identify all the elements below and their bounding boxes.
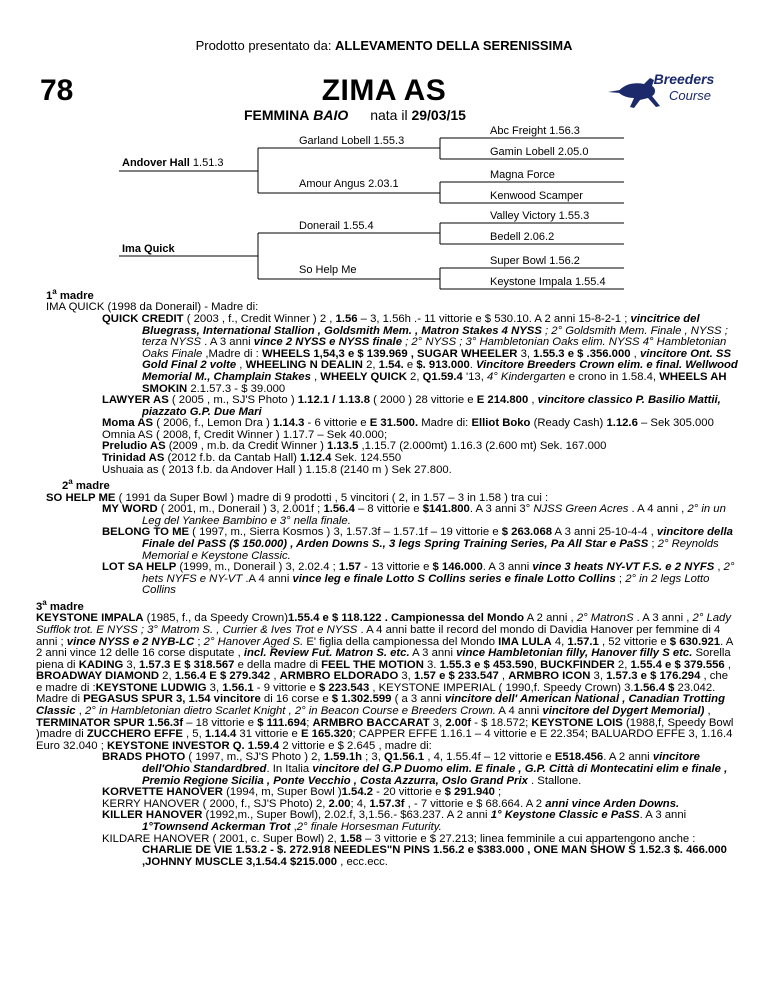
offspring-ushuaia-as: Ushuaia as ( 2013 f.b. da Andover Hall ) 1.15.8 (2140 m ) Sek 27.800. [102, 463, 452, 476]
sex-birth-line: FEMMINA BAIO nata il 29/03/15 [244, 107, 466, 123]
svg-text:Course: Course [669, 88, 711, 103]
pedigree-ss: Garland Lobell 1.55.3 [299, 135, 405, 147]
pedigree-dsd: Bedell 2.06.2 [490, 231, 555, 243]
offspring-moma-as: Moma AS ( 2006, f., Lemon Dra ) 1.14.3 - 6 vittorie e E 31.500. Madre di: Elliot Boko (Ready Cash) 1.12.6 – Sek 305.000 [102, 417, 714, 430]
offspring-trinidad-as: Trinidad AS (2012 f.b. da Cantab Hall) 1.12.4 Sek. 124.550 [102, 452, 402, 465]
horse-name: ZIMA AS [321, 74, 447, 107]
offspring-killer-hanover: KILLER HANOVER (1992,m., Super Bowl), 2.02.f, 3,1.56.- $63.237. A 2 anni 1° Keystone Classic e PaSS. A 3 anni 1°Townsend Ackerman Trot ,2° finale Horsesman Futurity. [102, 809, 687, 834]
offspring-kildare-hanover: KILDARE HANOVER ( 2001, c. Super Bowl) 2, 1.58 – 3 vittorie e $ 27.213; linea femminile a cui appartengono anche : CHARLIE DE VIE 1.53.2 - $. 272.918 NEEDLES"N PINS 1.56.2 e $383.000 , ONE MAN SHOW S 1.52.3 $. 466.000 ,JOHNNY MUSCLE 3,1.54.4 $215.000 , ecc.ecc. [102, 832, 727, 868]
pedigree-dd: So Help Me [299, 264, 357, 276]
dam1-intro: IMA QUICK (1998 da Donerail) - Madre di: [46, 301, 259, 314]
section-heading-1: 1$^a$ madre [46, 287, 94, 302]
pedigree-sds: Magna Force [490, 169, 555, 181]
lot-number: 78 [40, 74, 74, 107]
catalog-text [36, 286, 742, 868]
offspring-lot-sa-help: LOT SA HELP (1999, m., Donerail ) 3, 2.02.4 ; 1.57 - 13 vittorie e $ 146.000. A 3 anni vince 3 heats NY-VT F.S. e 2 NYFS , 2° hets NYFS e NY-VT .A 4 anni vince leg e finale Lotto S Collins series e finale Lotto Collins ; 2° in 2 legs Lotto Collins [102, 561, 735, 597]
offspring-my-word: MY WORD ( 2001, m., Donerail ) 3, 2.001f ; 1.56.4 – 8 vittorie e $141.800. A 3 anni 3° NJSS Green Acres . A 4 anni , 2° in un Leg del Yankee Bambino e 3° nella finale. [102, 503, 726, 527]
presenter-name: ALLEVAMENTO DELLA SERENISSIMA [335, 38, 573, 53]
section-heading-2: 2$^a$ madre [62, 477, 110, 493]
pedigree-ssd: Gamin Lobell 2.05.0 [490, 146, 589, 158]
offspring-kerry-hanover: KERRY HANOVER ( 2000, f., SJ'S Photo) 2, 2.00; 4, 1.57.3f , - 7 vittorie e $ 68.664. A 2 anni vince Arden Downs. [102, 797, 680, 810]
dam2-intro: SO HELP ME ( 1991 da Super Bowl ) madre di 9 prodotti , 5 vincitori ( 2, in 1.57 – 3 in 1.58 ) tra cui : [46, 491, 549, 504]
section-heading-3: 3$^a$ madre [36, 597, 84, 613]
pedigree-dss: Valley Victory 1.55.3 [490, 210, 590, 222]
offspring-preludio-as: Preludio AS (2009 , m.b. da Credit Winner ) 1.13.5 ,1.15.7 (2.000mt) 1.16.3 (2.600 mt) Sek. 167.000 [102, 440, 607, 453]
dam3-paragraph: KEYSTONE IMPALA (1985, f., da Speedy Crown)1.55.4 e $ 118.122 . Campionessa del Mondo A 2 anni , 2° MatronS . A 3 anni , 2° Lady Sufflok trot. E NYSS ; 3° Matrom S. , Currier & Ives Trot e NYSS . A 4 anni batte il record del mondo di Davidia Hanover per femmine di 4 anni ; vince NYSS e 2 NYB-LC ; 2° Hanover Aged S. E' figlia della campionessa del Mondo IMA LULA 4, 1.57.1 , 52 vittorie e $ 630.921. A 2 anni vince 12 delle 16 corse disputate , incl. Review Fut. Matron S. etc. A 3 anni vince Hambletonian filly, Hanover filly S etc. Sorella piena di KADING 3, 1.57.3 E $ 318.567 e della madre di FEEL THE MOTION 3. 1.55.3 e $ 453.590, BUCKFINDER 2, 1.55.4 e $ 379.556 , BROADWAY DIAMOND 2, 1.56.4 E $ 279.342 , ARMBRO ELDORADO 3, 1.57 e $ 233.547 , ARMBRO ICON 3, 1.57.3 e $ 176.294 , che e madre di :KEYSTONE LUDWIG 3, 1.56.1 - 9 vittorie e $ 223.543 , KEYSTONE IMPERIAL ( 1990,f. Speedy Crown) 3.1.56.4 $ 23.042. Madre di PEGASUS SPUR 3, 1.54 vincitore di 16 corse e $ 1.302.599 ( a 3 anni vincitore dell' American National , Canadian Trotting Classic , 2° in Hambletonian dietro Scarlet Knight , 2° in Beacon Course e Breeders Crown. A 4 anni vincitore del Dygert Memorial) , TERMINATOR SPUR 1.56.3f – 18 vittorie e $ 111.694; ARMBRO BACCARAT 3, 2.00f - $ 18.572; KEYSTONE LOIS (1988,f, Speedy Bowl )madre di ZUCCHERO EFFE , 5, 1.14.4 31 vittorie e E 165.320; CAPPER EFFE 1.16.1 – 4 vittorie e E 22.354; BALUARDO EFFE 3, 1.16.4 Euro 32.040 ; KEYSTONE INVESTOR Q. 1.59.4 2 vittorie e $ 2.645 , madre di: [36, 612, 734, 752]
offspring-omnia-as: Omnia AS ( 2008, f, Credit Winner ) 1.17.7 – Sek 40.000; [102, 428, 388, 441]
pedigree-sdd: Kenwood Scamper [490, 190, 583, 202]
pedigree-sss: Abc Freight 1.56.3 [490, 125, 580, 137]
pedigree-dds: Super Bowl 1.56.2 [490, 255, 580, 267]
svg-text:Breeders: Breeders [653, 71, 715, 87]
pedigree-ds: Donerail 1.55.4 [299, 220, 374, 232]
pedigree-tree [0, 0, 768, 300]
pedigree-dam: Ima Quick [122, 243, 175, 255]
offspring-belong-to-me: BELONG TO ME ( 1997, m., Sierra Kosmos ) 3, 1.57.3f – 1.57.1f – 19 vittorie e $ 263.068 A 3 anni 25-10-4-4 , vincitore della Finale del PaSS ($ 150.000) , Arden Downs S., 3 legs Spring Training Series, Pa All Star e PaSS ; 2° Reynolds Memorial e Keystone Classic. [102, 526, 733, 562]
offspring-lawyer-as: LAWYER AS ( 2005 , m., SJ'S Photo ) 1.12.1 / 1.13.8 ( 2000 ) 28 vittorie e E 214.800 , vincitore classico P. Basilio Mattii, piazzato G.P. Due Mari [102, 394, 721, 418]
pedigree-sd: Amour Angus 2.03.1 [299, 178, 399, 190]
offspring-quick-credit: QUICK CREDIT ( 2003 , f., Credit Winner ) 2 , 1.56 – 3, 1.56h .- 11 vittorie e $ 530.10. A 2 anni 15-8-2-1 ; vincitrice del Bluegrass, International Stallion , Goldsmith Mem. , Matron Stakes 4 NYSS ; 2° Goldsmith Mem. Finale , NYSS ; terza NYSS . A 3 anni vince 2 NYSS e NYSS finale ; 2° NYSS ; 3° Hambletonian Oaks elim. NYSS 4° Hambletonian Oaks Finale ,Madre di : WHEELS 1,54,3 e $ 139.969 , SUGAR WHEELER 3, 1.55.3 e $ .356.000 , vincitore Ont. SS Gold Final 2 volte , WHEELING N DEALIN 2, 1.54. e $. 913.000. Vincitore Breeders Crown elim. e final. Wellwood Memorial M., Champlain Stakes , WHEELY QUICK 2, Q1.59.4 '13, 4° Kindergarten e crono in 1.58.4, WHEELS AH SMOKIN 2.1.57.3 - $ 39.000 [102, 312, 738, 395]
presenter-line: Prodotto presentato da: ALLEVAMENTO DELLA SERENISSIMA [195, 38, 573, 53]
offspring-brads-photo: BRADS PHOTO ( 1997, m., SJ'S Photo ) 2, 1.59.1h ; 3, Q1.56.1 , 4, 1.55.4f – 12 vittorie e E518.456. A 2 anni vincitore dell'Ohio Standardbred. In Italia vincitore del G.P Duomo elim. E finale , G.P. Città di Montecatini elim e finale , Premio Regione Sicilia , Ponte Vecchio , Costa Azzurra, Oslo Grand Prix . Stallone. [102, 751, 728, 787]
pedigree-sire: Andover Hall 1.51.3 [122, 157, 224, 169]
pedigree-ddd: Keystone Impala 1.55.4 [490, 276, 606, 288]
offspring-korvette-hanover: KORVETTE HANOVER (1994, m, Super Bowl )1.54.2 - 20 vittorie e $ 291.940 ; [102, 786, 502, 799]
